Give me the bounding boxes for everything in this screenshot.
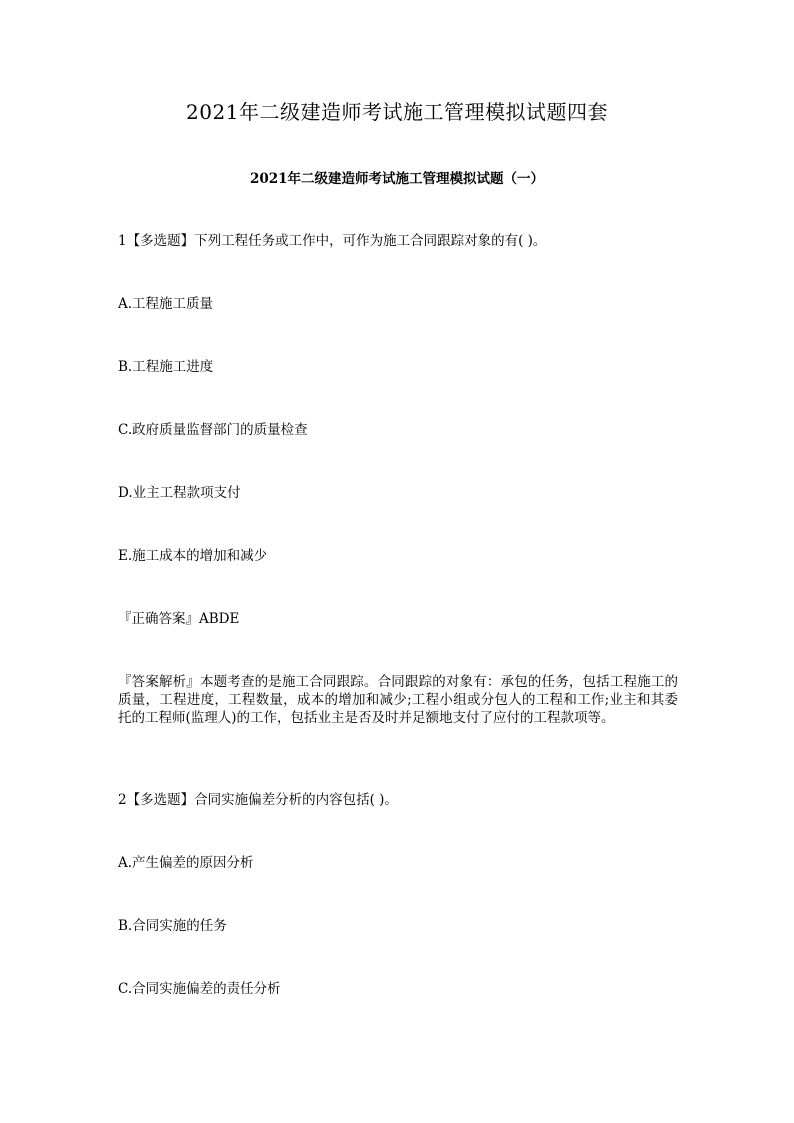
question-1-option-d: D.业主工程款项支付: [118, 485, 241, 501]
question-2-option-a: A.产生偏差的原因分析: [118, 855, 254, 871]
question-2-stem: 2【多选题】合同实施偏差分析的内容包括( )。: [118, 792, 398, 808]
document-subtitle: 2021年二级建造师考试施工管理模拟试题（一）: [249, 171, 545, 187]
question-2-option-b: B.合同实施的任务: [118, 918, 227, 934]
question-1-analysis: 『答案解析』本题考查的是施工合同跟踪。合同跟踪的对象有：承包的任务，包括工程施工的质量，工程进度，工程数量，成本的增加和减少;工程小组或分包人的工程和工作;业主和其委托的工程师(监理人)的工作，包括业主是否及时并足额地支付了应付的工程款项等。: [118, 674, 678, 726]
question-1-option-a: A.工程施工质量: [118, 296, 214, 312]
document-title: 2021年二级建造师考试施工管理模拟试题四套: [186, 100, 608, 124]
question-1-option-e: E.施工成本的增加和减少: [118, 548, 268, 564]
question-1-answer: 『正确答案』ABDE: [118, 611, 240, 627]
question-1-option-c: C.政府质量监督部门的质量检查: [118, 422, 308, 438]
question-1-option-b: B.工程施工进度: [118, 359, 214, 375]
question-1-stem: 1【多选题】下列工程任务或工作中，可作为施工合同跟踪对象的有( )。: [118, 233, 547, 249]
question-2-option-c: C.合同实施偏差的责任分析: [118, 981, 281, 997]
